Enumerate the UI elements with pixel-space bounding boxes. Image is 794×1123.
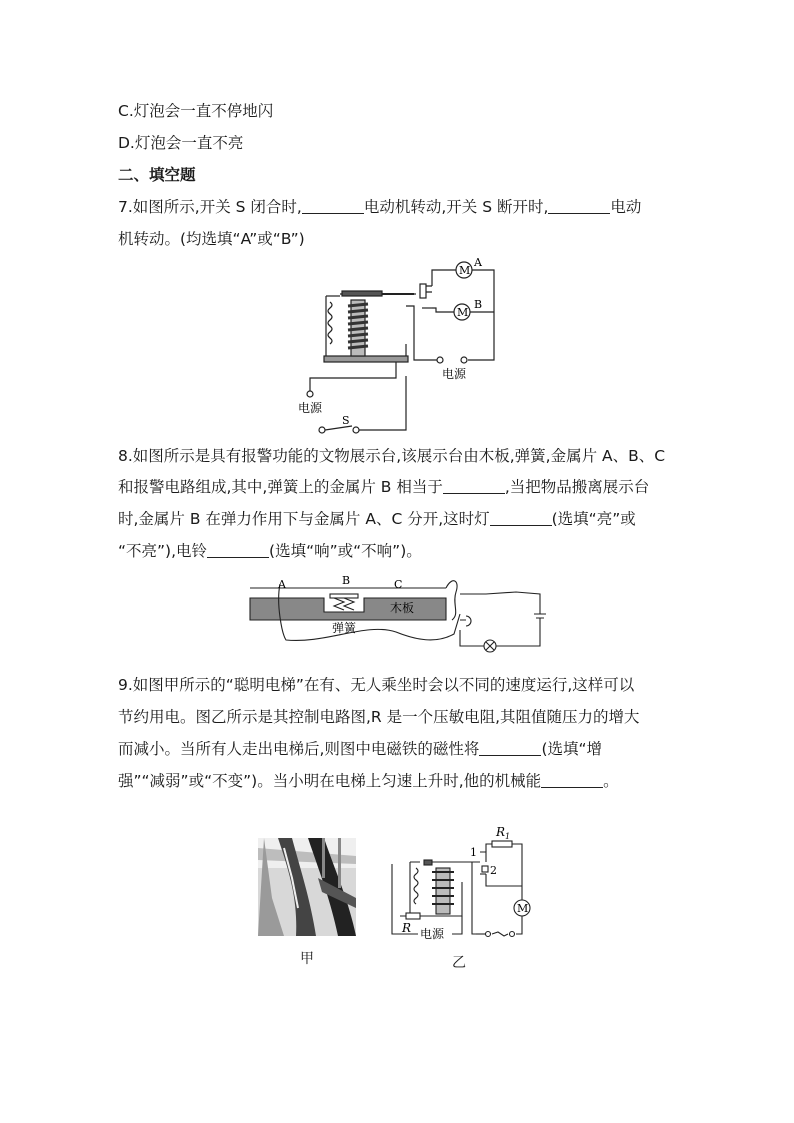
option-d: D.灯泡会一直不亮 bbox=[118, 134, 244, 152]
q8-text-3b: (选填“亮”或 bbox=[551, 510, 636, 528]
q9-fig-contact-1: 1 bbox=[470, 846, 477, 859]
q7-blank-1[interactable] bbox=[302, 197, 364, 214]
q7-fig-motor-a: M bbox=[459, 264, 471, 277]
q8-text-2a: 和报警电路组成,其中,弹簧上的金属片 B 相当于 bbox=[118, 478, 443, 496]
q9-text-4a: 强”“减弱”或“不变”)。当小明在电梯上匀速上升时,他的机械能 bbox=[118, 772, 542, 790]
q7-line1 bbox=[118, 196, 641, 218]
q9-fig-contact-2: 2 bbox=[490, 864, 497, 877]
q9-line2: 节约用电。图乙所示是其控制电路图,R 是一个压敏电阻,其阻值随压力的增大 bbox=[118, 708, 640, 726]
q9-line1: 9.如图甲所示的“聪明电梯”在有、无人乘坐时会以不同的速度运行,这样可以 bbox=[118, 676, 635, 694]
q8-text-4b: (选填“响”或“不响”)。 bbox=[269, 542, 422, 560]
q7-relay-figure bbox=[296, 256, 506, 436]
q7-fig-label-a: A bbox=[474, 256, 482, 269]
q8-fig-board: 木板 bbox=[390, 601, 415, 615]
q9-text-3a: 而减小。当所有人走出电梯后,则图中电磁铁的磁性将 bbox=[118, 740, 480, 758]
q8-line1: 8.如图所示是具有报警功能的文物展示台,该展示台由木板,弹簧,金属片 A、B、C bbox=[118, 447, 666, 465]
q9-fig-motor: M bbox=[517, 902, 529, 915]
q8-line2 bbox=[118, 476, 649, 498]
q7-fig-motor-b: M bbox=[457, 306, 469, 319]
q8-fig-label-c: C bbox=[394, 578, 403, 591]
q7-fig-power-left: 电源 bbox=[298, 401, 323, 415]
q8-line4 bbox=[118, 540, 422, 562]
q9-line4 bbox=[118, 770, 619, 792]
q8-fig-spring: 弹簧 bbox=[332, 621, 357, 635]
q8-text-4a: “不亮”),电铃 bbox=[118, 542, 208, 560]
q7-fig-power-right: 电源 bbox=[442, 367, 467, 381]
q8-blank-3[interactable] bbox=[207, 541, 269, 558]
q7-line2: 机转动。(均选填“A”或“B”) bbox=[118, 230, 305, 248]
q8-fig-label-a: A bbox=[278, 578, 286, 591]
q9-fig-r1: $R_1$ bbox=[496, 825, 511, 841]
q7-fig-label-b: B bbox=[474, 298, 483, 311]
q9-caption-yi: 乙 bbox=[452, 955, 466, 971]
section-title: 二、填空题 bbox=[118, 166, 196, 184]
q7-blank-2[interactable] bbox=[548, 197, 610, 214]
q7-text-1: 7.如图所示,开关 S 闭合时, bbox=[118, 198, 302, 216]
q9-fig-power: 电源 bbox=[420, 927, 445, 941]
q7-text-2: 电动机转动,开关 S 断开时, bbox=[363, 198, 549, 216]
q9-control-circuit bbox=[386, 822, 536, 944]
q9-caption-jia: 甲 bbox=[300, 951, 314, 967]
q9-text-4b: 。 bbox=[603, 772, 619, 790]
q9-line3 bbox=[118, 738, 602, 760]
q7-fig-switch: S bbox=[342, 414, 350, 427]
q7-text-3: 电动 bbox=[610, 198, 642, 216]
q8-line3 bbox=[118, 508, 636, 530]
q9-fig-r: R bbox=[402, 921, 412, 935]
q9-blank-1[interactable] bbox=[479, 739, 541, 756]
q8-text-3a: 时,金属片 B 在弹力作用下与金属片 A、C 分开,这时灯 bbox=[118, 510, 490, 528]
q9-blank-2[interactable] bbox=[541, 771, 603, 788]
q8-fig-label-b: B bbox=[342, 574, 351, 587]
q8-display-stand-figure bbox=[246, 574, 552, 660]
q8-blank-1[interactable] bbox=[443, 477, 505, 494]
q9-text-3b: (选填“增 bbox=[541, 740, 603, 758]
q8-blank-2[interactable] bbox=[490, 509, 552, 526]
q9-escalator-photo bbox=[258, 838, 356, 936]
q8-text-2b: ,当把物品搬离展示台 bbox=[504, 478, 650, 496]
option-c: C.灯泡会一直不停地闪 bbox=[118, 102, 274, 120]
